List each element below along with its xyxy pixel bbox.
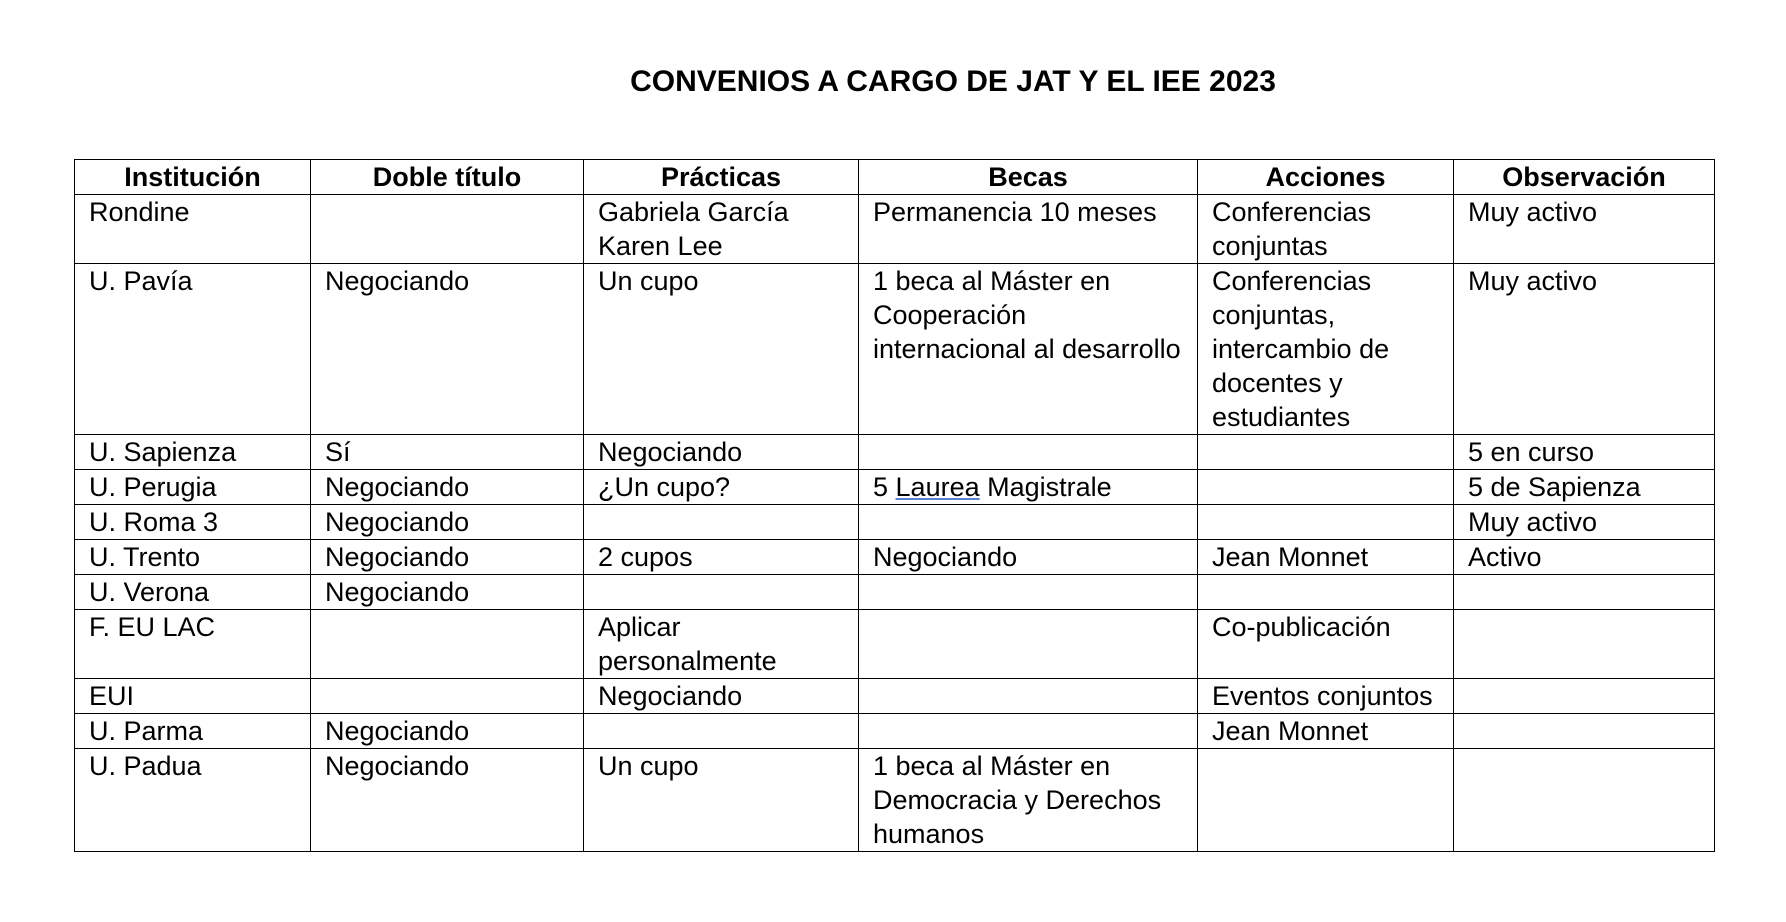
- table-cell: 5 en curso: [1454, 435, 1715, 470]
- table-cell: [1454, 714, 1715, 749]
- table-cell: 1 beca al Máster en Cooperación internacional al desarrollo: [859, 264, 1198, 435]
- page-title: CONVENIOS A CARGO DE JAT Y EL IEE 2023: [630, 65, 1276, 98]
- table-cell: [311, 610, 584, 679]
- table-cell: [1198, 505, 1454, 540]
- table-cell: Co-publicación: [1198, 610, 1454, 679]
- table-cell: [859, 679, 1198, 714]
- table-cell: [1198, 470, 1454, 505]
- table-cell: Jean Monnet: [1198, 714, 1454, 749]
- table-cell: U. Trento: [75, 540, 311, 575]
- table-cell: Muy activo: [1454, 505, 1715, 540]
- table-cell: [311, 679, 584, 714]
- table-row: [75, 749, 1715, 852]
- table-cell: [1454, 575, 1715, 610]
- table-cell: Rondine: [75, 195, 311, 264]
- table-cell: Activo: [1454, 540, 1715, 575]
- table-cell: [311, 195, 584, 264]
- table-cell: 5 de Sapienza: [1454, 470, 1715, 505]
- table-cell: Muy activo: [1454, 264, 1715, 435]
- table-cell: F. EU LAC: [75, 610, 311, 679]
- table-cell: Un cupo: [584, 749, 859, 852]
- table-cell: U. Parma: [75, 714, 311, 749]
- table-cell: U. Verona: [75, 575, 311, 610]
- table-cell: U. Perugia: [75, 470, 311, 505]
- table-cell: Negociando: [311, 714, 584, 749]
- table-header-row: [75, 160, 1715, 195]
- table-cell: [1454, 610, 1715, 679]
- table-cell: Conferencias conjuntas: [1198, 195, 1454, 264]
- header-observacion: Observación: [1454, 160, 1715, 195]
- table-cell: [859, 575, 1198, 610]
- header-institucion: Institución: [75, 160, 311, 195]
- table-cell: ¿Un cupo?: [584, 470, 859, 505]
- table-cell: Aplicar personalmente: [584, 610, 859, 679]
- table-cell: Negociando: [584, 679, 859, 714]
- table-cell: [859, 505, 1198, 540]
- table-cell: [1198, 435, 1454, 470]
- table-cell: Permanencia 10 meses: [859, 195, 1198, 264]
- table-cell: [584, 714, 859, 749]
- table-cell: [1454, 679, 1715, 714]
- table-cell: [1198, 749, 1454, 852]
- table-cell: Un cupo: [584, 264, 859, 435]
- table-cell: Eventos conjuntos: [1198, 679, 1454, 714]
- table-row: [75, 540, 1715, 575]
- table-cell: Negociando: [859, 540, 1198, 575]
- table-cell: Negociando: [311, 264, 584, 435]
- table-cell: Negociando: [311, 470, 584, 505]
- table-cell: Negociando: [311, 749, 584, 852]
- table-cell: U. Padua: [75, 749, 311, 852]
- header-doble-titulo: Doble título: [311, 160, 584, 195]
- table-row: [75, 470, 1715, 505]
- table-row: [75, 264, 1715, 435]
- table-cell: Gabriela García Karen Lee: [584, 195, 859, 264]
- table-cell: 2 cupos: [584, 540, 859, 575]
- table-cell: Conferencias conjuntas, intercambio de docentes y estudiantes: [1198, 264, 1454, 435]
- table-cell: 5 Laurea Magistrale: [859, 470, 1198, 505]
- table-cell: [1454, 749, 1715, 852]
- table-cell: [584, 575, 859, 610]
- table-cell: Negociando: [311, 575, 584, 610]
- table-row: [75, 505, 1715, 540]
- header-acciones: Acciones: [1198, 160, 1454, 195]
- table-cell: U. Roma 3: [75, 505, 311, 540]
- table-row: [75, 610, 1715, 679]
- table-row: [75, 195, 1715, 264]
- table-row: [75, 575, 1715, 610]
- table-cell: [584, 505, 859, 540]
- table-cell: Sí: [311, 435, 584, 470]
- table-cell: Muy activo: [1454, 195, 1715, 264]
- table-cell: [1198, 575, 1454, 610]
- table-row: [75, 714, 1715, 749]
- table-row: [75, 679, 1715, 714]
- table-cell: [859, 714, 1198, 749]
- header-practicas: Prácticas: [584, 160, 859, 195]
- table-cell: Negociando: [311, 540, 584, 575]
- table-cell: U. Pavía: [75, 264, 311, 435]
- table-row: [75, 435, 1715, 470]
- table-cell: [859, 435, 1198, 470]
- header-becas: Becas: [859, 160, 1198, 195]
- table-cell: Jean Monnet: [1198, 540, 1454, 575]
- table-cell: U. Sapienza: [75, 435, 311, 470]
- table-cell: Negociando: [311, 505, 584, 540]
- table-cell: [859, 610, 1198, 679]
- table-cell: Negociando: [584, 435, 859, 470]
- table-cell: 1 beca al Máster en Democracia y Derechos humanos: [859, 749, 1198, 852]
- agreements-table: [74, 159, 1715, 852]
- table-cell: EUI: [75, 679, 311, 714]
